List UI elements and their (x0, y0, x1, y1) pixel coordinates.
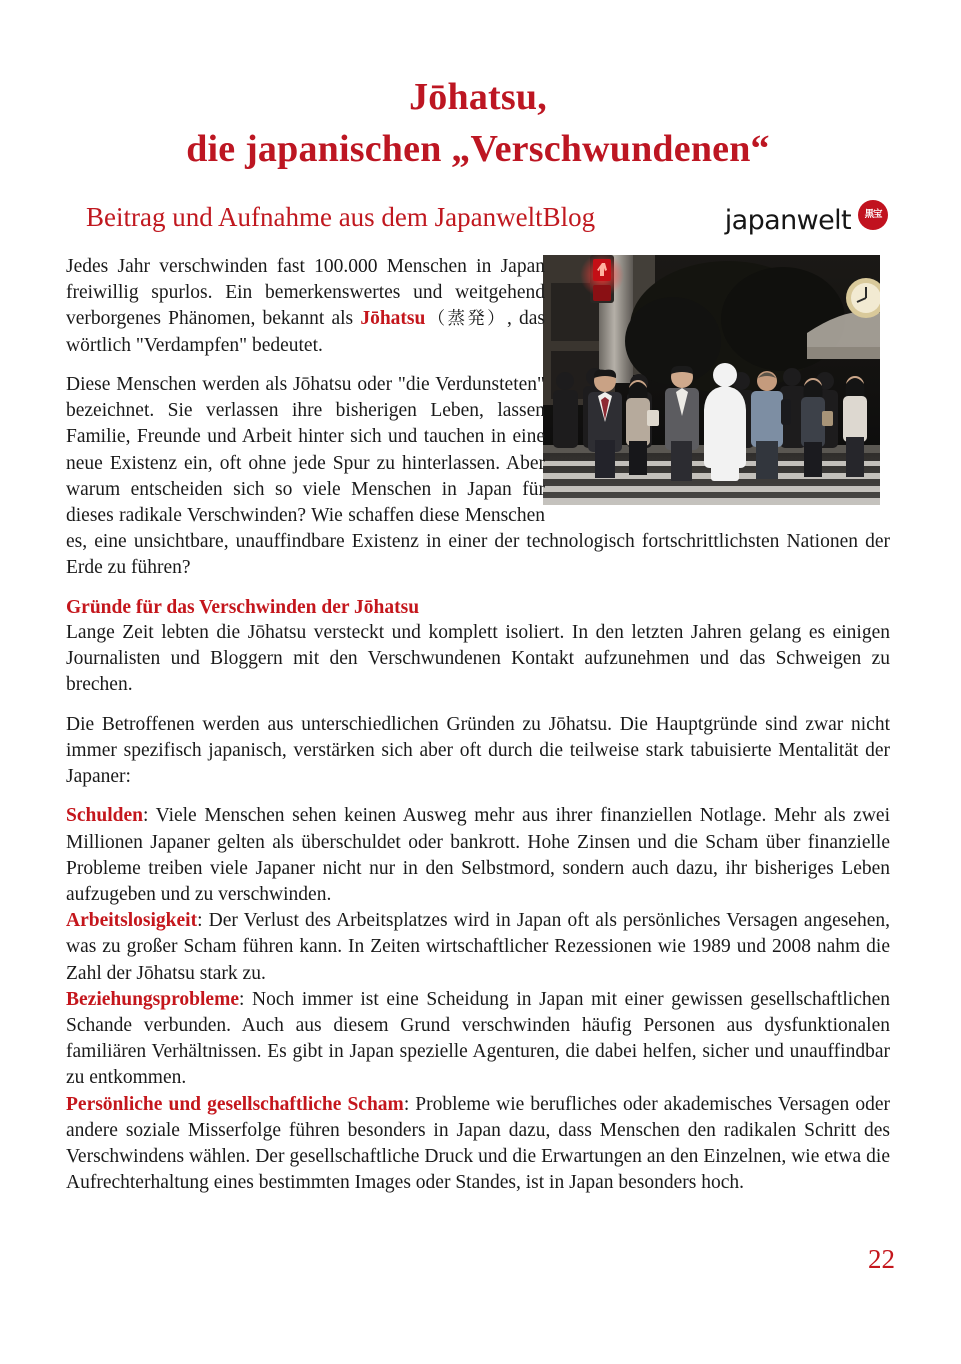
subtitle-row (66, 198, 890, 244)
reason-schulden-text: : Viele Menschen sehen keinen Ausweg mehr aus ihrer finanziellen Notlage. Mehr als zwei Millionen Japaner gelten als überschuldet oder bankrott. Hohe Zinsen und die Scham über finanzielle Probleme treiben viele Japaner nicht nur in den Selbstmord, sondern auch dazu, ihr bisheriges Leben aufzugeben und zu verschwinden. (66, 805, 890, 905)
reason-arbeitslosigkeit-text: : Der Verlust des Arbeitsplatzes wird in Japan oft als persönliches Versagen angesehen, was zu großer Scham führen kann. In Zeiten wirtschaftlicher Rezessionen wie 1989 und 2008 nahm die Zahl der Jōhatsu stark zu. (66, 910, 890, 984)
japanwelt-logo (725, 198, 888, 242)
paragraph-definition: Diese Menschen werden als Jōhatsu oder "die Verdunsteten" bezeichnet. Sie verlassen ihre bisherigen Leben, lassen Familie, Freunde und Arbeit hinter sich und tauchen in eine neue Existenz ein, oft ohne jede Spur zu hinterlassen. Aber warum entscheiden sich so viele Menschen in Japan für dieses radikale Verschwinden? Wie schaffen diese Menschen es, eine unsichtbare, unauffindbare Existenz in einer der technologisch fortschrittlichsten Nationen der Erde zu führen? (66, 373, 890, 579)
seal-glyph: 黒宝 (864, 209, 882, 220)
title-line-1: Jōhatsu, (409, 76, 547, 118)
logo-wordmark: japanwelt (724, 204, 851, 236)
p1-kanji: （蒸発） (425, 309, 507, 330)
reason-arbeitslosigkeit-lead: Arbeitslosigkeit (66, 910, 198, 932)
reason-scham-lead: Persönliche und gesellschaftliche Scham (66, 1093, 404, 1115)
reason-arbeitslosigkeit (66, 908, 890, 987)
article-body (66, 254, 890, 1197)
reason-scham (66, 1092, 890, 1197)
section-heading-reasons: Gründe für das Verschwinden der Jōhatsu (66, 596, 420, 618)
subtitle: Beitrag und Aufnahme aus dem JapanweltBlog (86, 202, 596, 232)
reason-schulden-lead: Schulden (66, 805, 143, 827)
paragraph-mainreasons: Die Betroffenen werden aus unterschiedlichen Gründen zu Jōhatsu. Die Hauptgründe sind zwar nicht immer spezifisch japanisch, verstärken sich aber oft durch die teilweise stark tabuisierte Mentalität der Japaner: (66, 713, 890, 788)
reason-schulden (66, 803, 890, 908)
paragraph-isolation: Lange Zeit lebten die Jōhatsu versteckt und komplett isoliert. In den letzten Jahren gelang es einigen Journalisten und Bloggern mit den Verschwundenen Kontakt aufzunehmen und das Schweigen zu brechen. (66, 621, 890, 696)
photo-wrap-guard (545, 254, 890, 506)
title-line-2: die japanischen „Verschwundenen“ (186, 127, 770, 170)
page-number: 22 (868, 1244, 895, 1274)
page-title (66, 72, 890, 175)
p1-part1: Jedes Jahr verschwinden fast 100.000 Menschen in Japan freiwillig spurlos. Ein bemerkenswertes und weitgehend verborgenes Phänomen, bekannt als (66, 256, 545, 330)
seal-icon (858, 200, 888, 230)
reason-scham-text: : Probleme wie berufliches oder akademisches Versagen oder andere soziale Misserfolge führen besonders in Japan dazu, dass Menschen den radikalen Schritt des Verschwindens wählen. Der gesellschaftliche Druck und die Erwartungen an den Einzelnen, wie etwa die Aufrechterhaltung eines bestimmten Images oder Standes, ist in Japan besonders hoch. (66, 1093, 890, 1194)
reason-beziehungsprobleme-lead: Beziehungsprobleme (66, 988, 239, 1010)
reason-beziehungsprobleme (66, 987, 890, 1092)
p1-part2: , das wörtlich "Verdampfen" bedeutet. (66, 308, 545, 356)
p1-term-johatsu: Jōhatsu (360, 308, 426, 330)
reason-beziehungsprobleme-text: : Noch immer ist eine Scheidung in Japan mit einer gewissen gesellschaftlichen Schande verbunden. Auch aus diesem Grund verschwinden häufig Personen aus dysfunktionalen familiären Verhältnissen. Es gibt in Japan spezielle Agenturen, die dabei helfen, sicher und unauffindbar zu entkommen. (66, 988, 890, 1089)
